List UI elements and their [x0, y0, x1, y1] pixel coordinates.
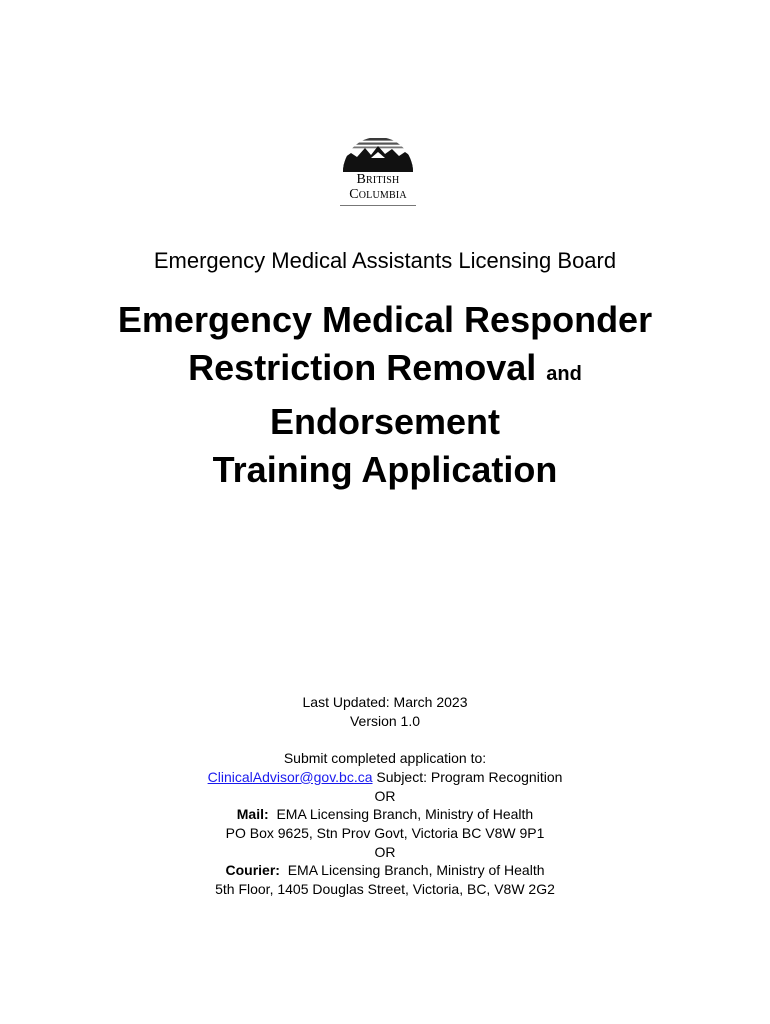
email-subject: Subject: Program Recognition	[372, 768, 563, 785]
mail-line-2: PO Box 9625, Stn Prov Govt, Victoria BC V8W 9P1	[225, 824, 545, 841]
or-separator-1: OR	[374, 787, 396, 804]
logo-text-line1: British	[356, 172, 400, 187]
board-name: Emergency Medical Assistants Licensing Board	[153, 248, 617, 273]
bc-sun-mountains-icon	[341, 126, 415, 172]
email-line	[0, 768, 770, 787]
title-line-4: Training Application	[212, 448, 558, 490]
title-line-2	[0, 344, 770, 399]
title-line-2-main: Restriction Removal	[188, 346, 537, 388]
or-separator-2: OR	[374, 843, 396, 860]
submission-info	[0, 693, 770, 899]
logo-rule	[340, 205, 416, 206]
mail-label: Mail:	[236, 806, 269, 823]
submit-intro: Submit completed application to:	[283, 750, 487, 767]
courier-address-1: EMA Licensing Branch, Ministry of Health	[287, 862, 545, 879]
title-line-3: Endorsement	[269, 401, 501, 442]
mail-line-1	[0, 805, 770, 824]
last-updated: Last Updated: March 2023	[302, 694, 468, 710]
title-line-1: Emergency Medical Responder	[117, 299, 653, 340]
title-line-2-small: and	[546, 362, 582, 385]
courier-label: Courier:	[225, 862, 280, 879]
email-link[interactable]: ClinicalAdvisor@gov.bc.ca	[207, 768, 373, 785]
mail-address-1: EMA Licensing Branch, Ministry of Health	[276, 806, 534, 823]
bc-logo	[330, 126, 426, 210]
courier-line-2: 5th Floor, 1405 Douglas Street, Victoria, BC, V8W 2G2	[215, 881, 555, 898]
logo-text-line2: Columbia	[349, 187, 407, 202]
version: Version 1.0	[349, 712, 421, 729]
document-title	[0, 296, 770, 493]
courier-line-1	[0, 861, 770, 880]
